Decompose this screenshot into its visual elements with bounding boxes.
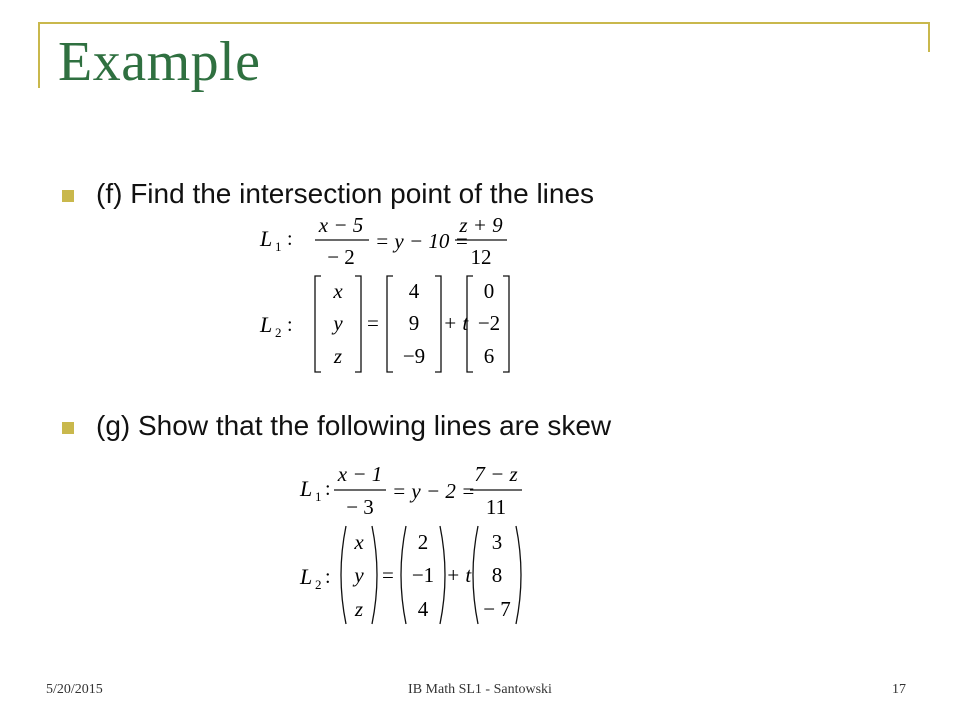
vector-entry: −9	[402, 344, 426, 368]
vector-entry: 2	[417, 530, 429, 554]
line-subscript: 1	[315, 489, 322, 504]
vector-entry: z	[333, 344, 343, 368]
line-label: L	[300, 476, 313, 501]
footer-center-text: IB Math SL1 - Santowski	[408, 682, 552, 697]
equation-f-l2	[255, 272, 515, 376]
vector-entry: −2	[477, 311, 501, 335]
fraction-numerator: x − 5	[318, 213, 364, 237]
bullet-marker	[62, 422, 74, 434]
line-label: L	[260, 312, 273, 337]
vector-entry: x	[333, 279, 343, 303]
colon: :	[325, 478, 331, 500]
equation-f-l1	[255, 210, 535, 270]
plus-t: + t	[443, 311, 469, 335]
line-subscript: 1	[275, 239, 282, 254]
vector-entry: z	[354, 597, 364, 621]
vector-entry: 8	[491, 563, 503, 587]
fraction-denominator: − 2	[327, 245, 355, 269]
equation-g-l1	[296, 458, 536, 520]
slide-title: Example	[58, 31, 261, 93]
fraction-numerator: 7 − z	[474, 462, 518, 486]
fraction-denominator: − 3	[346, 495, 374, 519]
frame-top-line	[38, 22, 930, 24]
vector-entry: y	[333, 311, 343, 335]
fraction-denominator: 11	[485, 495, 507, 519]
line-label: L	[260, 226, 273, 251]
equation-g-l2	[296, 522, 536, 628]
vector-entry: 9	[408, 311, 420, 335]
bullet-marker	[62, 190, 74, 202]
vector-entry: 3	[491, 530, 503, 554]
equals-sign: =	[382, 563, 394, 587]
line-subscript: 2	[275, 325, 282, 340]
fraction-numerator: x − 1	[337, 462, 383, 486]
frame-right-line	[928, 22, 930, 52]
bullet-text-f: (f) Find the intersection point of the lines	[96, 178, 595, 209]
vector-entry: y	[354, 563, 364, 587]
colon: :	[287, 228, 293, 250]
bullet-text-g: (g) Show that the following lines are skew	[96, 410, 612, 441]
footer-date: 5/20/2015	[46, 682, 103, 697]
equals-sign: =	[367, 311, 379, 335]
vector-entry: 4	[408, 279, 420, 303]
middle-expression: = y − 2 =	[392, 479, 476, 503]
line-subscript: 2	[315, 577, 322, 592]
vector-entry: − 7	[483, 597, 511, 621]
vector-entry: 6	[483, 344, 495, 368]
colon: :	[287, 314, 293, 336]
vector-entry: −1	[411, 563, 435, 587]
vector-entry: 0	[483, 279, 495, 303]
footer-page-number: 17	[892, 682, 906, 697]
fraction-numerator: z + 9	[459, 213, 503, 237]
middle-expression: = y − 10 =	[375, 229, 469, 253]
line-label: L	[300, 564, 313, 589]
frame-left-line	[38, 22, 40, 88]
vector-entry: x	[354, 530, 364, 554]
fraction-denominator: 12	[470, 245, 492, 269]
colon: :	[325, 566, 331, 588]
plus-t: + t	[446, 563, 472, 587]
vector-entry: 4	[417, 597, 429, 621]
